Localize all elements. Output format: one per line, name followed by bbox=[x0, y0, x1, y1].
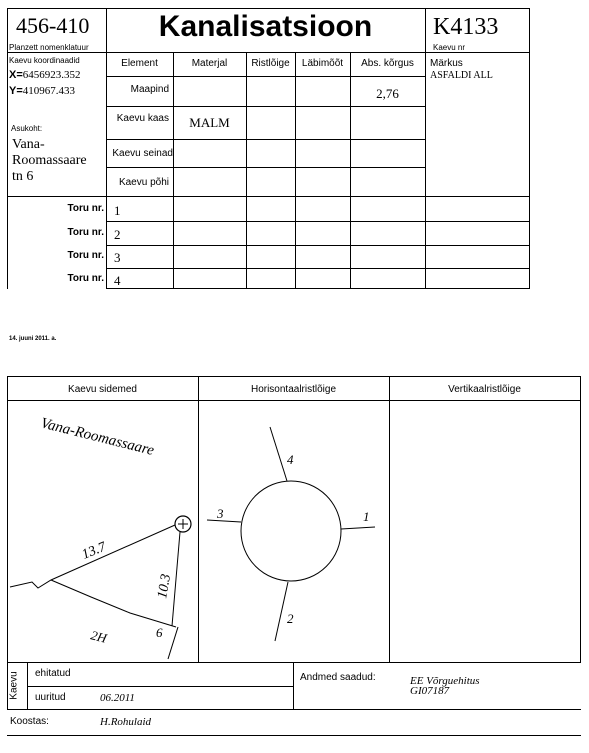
row-elevation-ground: 2,76 bbox=[376, 86, 399, 101]
location-line-2: Roomassaare bbox=[12, 153, 87, 168]
column-header-cross-section: Ristlõige bbox=[251, 58, 290, 69]
location-line-1: Vana- bbox=[12, 137, 45, 152]
sketch-dimension-4: 6 bbox=[156, 625, 163, 640]
panel-title-vertical: Vertikaalristlõige bbox=[448, 384, 521, 395]
pipe-number-2: 2 bbox=[114, 227, 121, 242]
coordinate-y-label: Y= bbox=[9, 85, 23, 97]
column-header-elevation: Abs. kõrgus bbox=[361, 58, 414, 69]
pipe-number-1: 1 bbox=[114, 203, 121, 218]
sketch-dimension-2: 10.3 bbox=[155, 572, 175, 600]
row-element-walls: Kaevu seinad bbox=[112, 148, 173, 159]
sheet-number: 456-410 bbox=[16, 13, 90, 38]
coordinate-y bbox=[9, 85, 75, 97]
sketch-dimension-3: 2H bbox=[89, 627, 109, 646]
footer-side-label: Kaevu bbox=[8, 671, 20, 700]
location-value bbox=[12, 137, 87, 185]
pipe-number-3: 3 bbox=[114, 250, 121, 265]
pipe-label-sketch-1: 1 bbox=[363, 509, 370, 524]
author-value: H.Rohulaid bbox=[100, 716, 152, 728]
connections-sketch bbox=[8, 401, 198, 661]
pipe-label-2: Toru nr. bbox=[67, 227, 104, 238]
row-element-bottom: Kaevu põhi bbox=[118, 177, 169, 188]
remarks-value: ASFALDI ALL bbox=[430, 70, 493, 81]
coordinate-y-value: 410967.433 bbox=[22, 85, 76, 97]
pipe-label-sketch-3: 3 bbox=[217, 506, 224, 521]
sketch-street-name: Vana-Roomassaare bbox=[39, 415, 156, 459]
row-element-lid: Kaevu kaas bbox=[116, 113, 169, 124]
pipe-number-4: 4 bbox=[114, 273, 121, 288]
column-header-material: Materjal bbox=[191, 58, 228, 69]
coordinate-x-value: 6456923.352 bbox=[22, 69, 81, 81]
created-label: ehitatud bbox=[35, 668, 71, 679]
author-label: Koostas: bbox=[10, 716, 49, 727]
pipe-label-sketch-4: 4 bbox=[287, 452, 294, 467]
panel-title-connections: Kaevu sidemed bbox=[68, 384, 137, 395]
location-line-3: tn 6 bbox=[12, 169, 34, 184]
updated-label: uuritud bbox=[35, 692, 66, 703]
pipe-label-1: Toru nr. bbox=[67, 203, 104, 214]
source-value-2: GI07187 bbox=[410, 685, 450, 697]
remarks-label: Märkus bbox=[430, 58, 463, 69]
horizontal-sketch bbox=[199, 401, 389, 661]
well-number: K4133 bbox=[433, 14, 499, 40]
date-note: 14. juuni 2011. a. bbox=[9, 336, 57, 342]
pipe-label-sketch-2: 2 bbox=[287, 611, 294, 626]
sheet-caption: Planzett nomenklatuur bbox=[9, 43, 89, 52]
well-circle bbox=[241, 481, 341, 581]
column-header-element: Element bbox=[121, 58, 158, 69]
pipe-label-4: Toru nr. bbox=[67, 273, 104, 284]
row-material-lid: MALM bbox=[189, 115, 230, 130]
page-title: Kanalisatsioon bbox=[158, 10, 373, 43]
row-element-ground: Maapind bbox=[130, 84, 169, 95]
updated-value: 06.2011 bbox=[100, 692, 135, 704]
source-label: Andmed saadud: bbox=[300, 672, 376, 683]
well-caption: Kaevu nr bbox=[433, 43, 466, 52]
coordinate-x bbox=[9, 69, 81, 81]
coordinates-label: Kaevu koordinaadid bbox=[9, 56, 80, 65]
sketch-dimension-1: 13.7 bbox=[79, 539, 109, 563]
pipe-label-3: Toru nr. bbox=[67, 250, 104, 261]
well-symbol bbox=[175, 516, 191, 532]
panel-title-horizontal: Horisontaalristlõige bbox=[250, 384, 337, 395]
location-label: Asukoht: bbox=[11, 124, 43, 133]
coordinate-x-label: X= bbox=[9, 69, 23, 81]
source-value-1: EE Võrguehitus bbox=[410, 675, 480, 687]
column-header-diameter: Läbimõõt bbox=[301, 58, 344, 69]
